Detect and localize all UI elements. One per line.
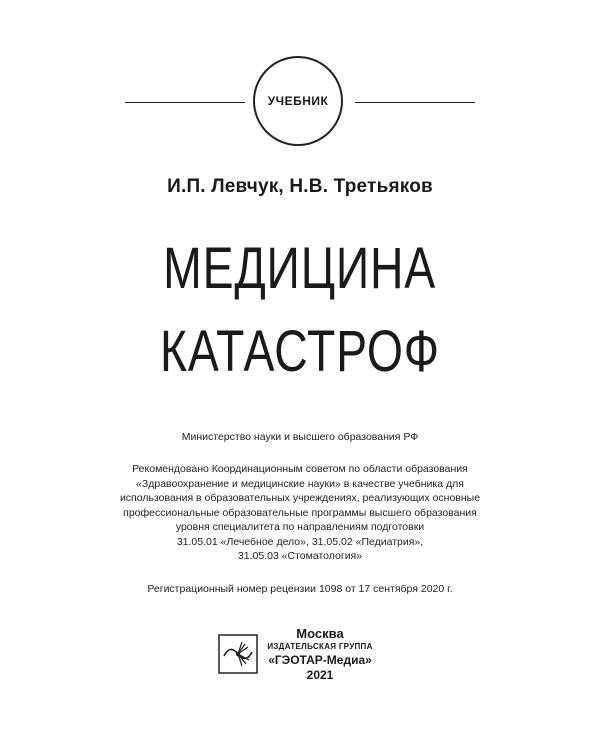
publisher-block — [258, 626, 382, 683]
recommendation-line: 31.05.01 «Лечебное дело», 31.05.02 «Педиатрия», — [176, 535, 424, 548]
registration-number: Регистрационный номер рецензии 1098 от 17 сентября 2020 г. — [147, 583, 453, 595]
recommendation-line: уровня специалитета по направлениям подготовки — [175, 521, 425, 533]
geotar-logo-icon — [218, 634, 258, 674]
badge-label: УЧЕБНИК — [267, 94, 329, 108]
publication-year: 2021 — [306, 668, 334, 682]
textbook-badge — [253, 56, 343, 146]
title-line-2: КАТАСТРОФ — [160, 319, 440, 384]
title-line-1: МЕДИЦИНА — [163, 236, 437, 301]
left-divider — [125, 102, 245, 103]
recommendation-line: «Здравоохранение и медицинские науки» в качестве учебника для — [136, 477, 464, 490]
recommendation-line: Рекомендовано Координационным советом по области образования — [132, 463, 468, 475]
publisher-group: ИЗДАТЕЛЬСКАЯ ГРУППА — [267, 642, 373, 651]
recommendation-line: использования в образовательных учреждениях, реализующих основные — [119, 492, 481, 504]
right-divider — [355, 102, 475, 103]
recommendation-line: 31.05.03 «Стоматология» — [237, 550, 363, 562]
recommendation-line: профессиональные образовательные программы высшего образования — [123, 506, 477, 519]
authors: И.П. Левчук, Н.В. Третьяков — [167, 176, 433, 197]
ministry-line: Министерство науки и высшего образования РФ — [181, 431, 419, 443]
publisher-city: Москва — [296, 626, 344, 641]
recommendation-block — [0, 462, 600, 564]
publisher-name: «ГЭОТАР-Медиа» — [268, 653, 372, 667]
